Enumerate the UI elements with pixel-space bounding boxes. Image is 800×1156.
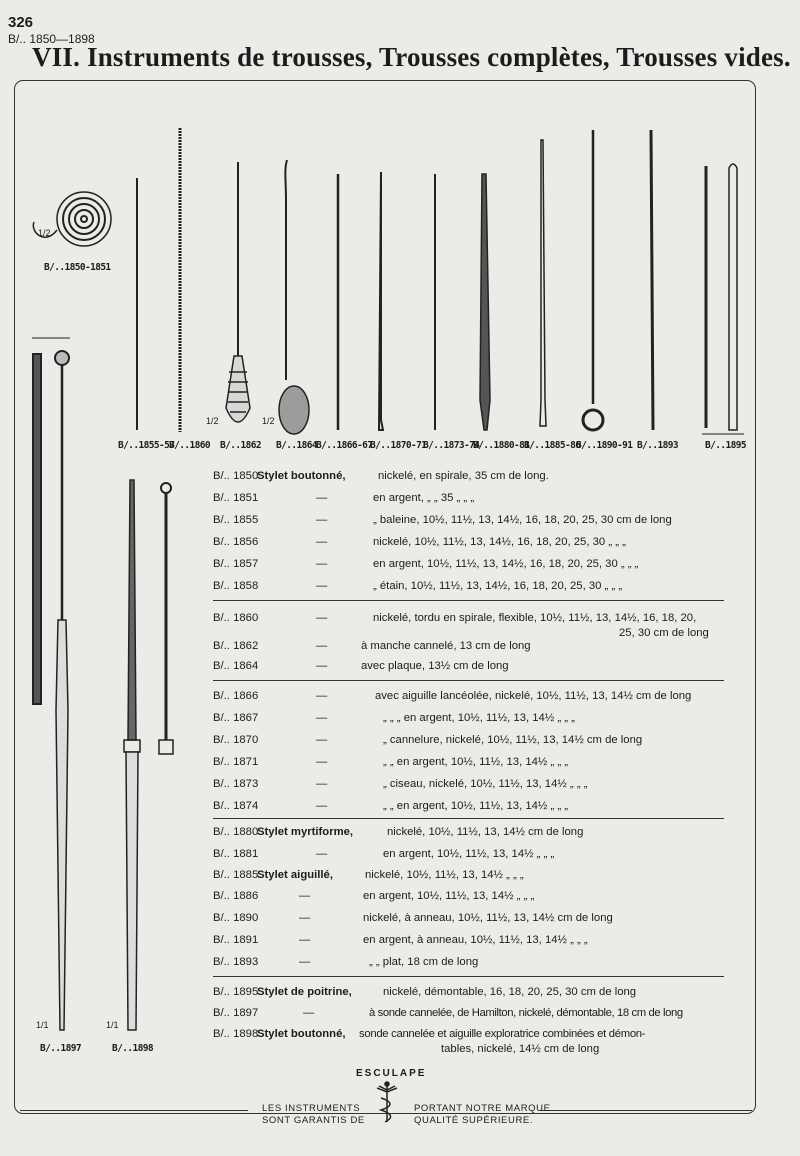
item-code: B/.. 1895 (213, 986, 259, 998)
item-code: B/.. 1860 (213, 612, 259, 624)
item-code: B/.. 1857 (213, 558, 259, 570)
item-code: B/.. 1856 (213, 536, 259, 548)
item-desc: „ ciseau, nickelé, 10½, 11½, 13, 14½ „ „ „ (383, 778, 588, 790)
figure-label: B/..1897 (40, 1043, 81, 1054)
item-desc: nickelé, 10½, 11½, 13, 14½ „ „ „ (365, 869, 524, 881)
figure-label: B/..1898 (112, 1043, 153, 1054)
item-ditto: — (316, 640, 328, 652)
figure-label: B/..1893 (637, 440, 678, 451)
item-code: B/.. 1891 (213, 934, 259, 946)
item-desc: „ „ en argent, 10½, 11½, 13, 14½ „ „ „ (383, 756, 569, 768)
figure-label: B/..1890-91 (576, 440, 633, 451)
item-ditto: — (316, 660, 328, 672)
footer-text-right (414, 1103, 551, 1127)
item-code: B/.. 1870 (213, 734, 259, 746)
footer-line: SONT GARANTIS DE (262, 1115, 365, 1126)
item-ditto: — (299, 890, 311, 902)
page-title: VII. Instruments de trousses, Trousses complètes, Trousses vides. (32, 42, 791, 72)
probe-1880-drawing (480, 174, 490, 430)
page-range: B/.. 1850—1898 (8, 32, 95, 46)
item-ditto: — (299, 956, 311, 968)
item-desc: sonde cannelée et aiguille exploratrice combinées et démon- (359, 1028, 646, 1040)
item-name: Stylet boutonné, (257, 1028, 346, 1040)
footer-rule (20, 1110, 248, 1111)
figure-label: B/..1870-71 (370, 440, 427, 451)
scale-label: 1/1 (106, 1020, 119, 1030)
item-code: B/.. 1898 (213, 1028, 259, 1040)
item-ditto: — (316, 558, 328, 570)
item-code: B/.. 1890 (213, 912, 259, 924)
item-code: B/.. 1862 (213, 640, 259, 652)
item-code: B/.. 1871 (213, 756, 259, 768)
item-ditto: — (299, 912, 311, 924)
probe-1885-drawing (540, 140, 546, 426)
footer-line: PORTANT NOTRE MARQUE (414, 1103, 551, 1114)
group-separator (213, 680, 724, 681)
item-ditto: — (316, 778, 328, 790)
probe-1890-drawing (583, 130, 603, 430)
figure-label: B/..1895 (705, 440, 746, 451)
item-ditto: — (316, 536, 328, 548)
item-desc: nickelé, à anneau, 10½, 11½, 13, 14½ cm de long (363, 912, 613, 924)
item-ditto: — (316, 848, 328, 860)
item-desc: „ „ plat, 18 cm de long (369, 956, 479, 968)
item-name: Stylet aiguillé, (257, 869, 333, 881)
item-ditto: — (316, 690, 328, 702)
item-desc: nickelé, tordu en spirale, flexible, 10½, 11½, 13, 14½, 16, 18, 20, (373, 612, 697, 624)
item-ditto: — (316, 712, 328, 724)
item-ditto: — (299, 934, 311, 946)
item-ditto: — (316, 580, 328, 592)
item-desc: 25, 30 cm de long (619, 627, 709, 639)
item-desc: en argent, 10½, 11½, 13, 14½, 16, 18, 20, 25, 30 „ „ „ (373, 558, 639, 570)
footer-line: QUALITÉ SUPÉRIEURE. (414, 1115, 534, 1126)
figure-label: B/..1873-74 (423, 440, 480, 451)
item-code: B/.. 1867 (213, 712, 259, 724)
item-code: B/.. 1851 (213, 492, 259, 504)
probe-1870-drawing (379, 172, 383, 430)
item-ditto: — (316, 492, 328, 504)
item-ditto: — (316, 800, 328, 812)
item-code: B/.. 1897 (213, 1007, 259, 1019)
item-desc: en argent, à anneau, 10½, 11½, 13, 14½ „ „ „ (363, 934, 588, 946)
item-desc: „ étain, 10½, 11½, 13, 14½, 16, 18, 20, 25, 30 „ „ „ (373, 580, 623, 592)
item-ditto: — (316, 514, 328, 526)
item-code: B/.. 1881 (213, 848, 259, 860)
item-code: B/.. 1866 (213, 690, 259, 702)
item-ditto: — (303, 1007, 315, 1019)
probe-1895-drawing (702, 164, 744, 434)
item-desc: en argent, 10½, 11½, 13, 14½ „ „ „ (363, 890, 535, 902)
scale-label: 1/2 (262, 416, 275, 426)
item-code: B/.. 1880 (213, 826, 259, 838)
footer-rule (540, 1110, 752, 1111)
item-code: B/.. 1855 (213, 514, 259, 526)
footer-text-left (262, 1103, 365, 1127)
item-code: B/.. 1873 (213, 778, 259, 790)
probe-1893-drawing (651, 130, 653, 430)
item-desc: „ baleine, 10½, 11½, 13, 14½, 16, 18, 20, 25, 30 cm de long (373, 514, 672, 526)
item-ditto: — (316, 612, 328, 624)
scale-label: 1/2 (206, 416, 219, 426)
scale-label: 1/1 (36, 1020, 49, 1030)
item-name: Stylet de poitrine, (257, 986, 352, 998)
caduceus-icon (372, 1080, 402, 1124)
figure-label: B/..1862 (220, 440, 261, 451)
item-desc: nickelé, 10½, 11½, 13, 14½, 16, 18, 20, 25, 30 „ „ „ (373, 536, 626, 548)
probe-1864-drawing (279, 160, 309, 434)
item-desc: nickelé, 10½, 11½, 13, 14½ cm de long (387, 826, 584, 838)
figure-label: B/..1885-86 (524, 440, 581, 451)
probe-1862-drawing (226, 162, 250, 422)
probe-1898-drawing (124, 480, 173, 1030)
page-number: 326 (8, 14, 34, 31)
item-code: B/.. 1864 (213, 660, 259, 672)
figure-label: B/..1880-81 (473, 440, 530, 451)
brand-mark-text: ESCULAPE (356, 1068, 427, 1079)
group-separator (213, 600, 724, 601)
item-desc: „ „ en argent, 10½, 11½, 13, 14½ „ „ „ (383, 800, 569, 812)
item-name: Stylet myrtiforme, (257, 826, 354, 838)
item-code: B/.. 1885 (213, 869, 259, 881)
probe-case-drawing (33, 354, 41, 704)
item-desc: en argent, „ „ 35 „ „ „ (373, 492, 475, 504)
group-separator (213, 818, 724, 819)
item-code: B/.. 1886 (213, 890, 259, 902)
item-name: Stylet boutonné, (257, 470, 346, 482)
item-ditto: — (316, 756, 328, 768)
figure-label: B/..1864 (276, 440, 317, 451)
item-desc: à manche cannelé, 13 cm de long (361, 640, 531, 652)
figure-label: B/..1866-67 (316, 440, 373, 451)
item-desc: nickelé, démontable, 16, 18, 20, 25, 30 cm de long (383, 986, 637, 998)
figure-label: B/..1850-1851 (44, 262, 111, 273)
scale-label: 1/2 (38, 228, 51, 238)
item-desc: en argent, 10½, 11½, 13, 14½ „ „ „ (383, 848, 555, 860)
item-desc: nickelé, en spirale, 35 cm de long. (378, 470, 549, 482)
item-desc: avec plaque, 13½ cm de long (361, 660, 509, 672)
item-desc: à sonde cannelée, de Hamilton, nickelé, démontable, 18 cm de long (369, 1007, 683, 1019)
item-code: B/.. 1893 (213, 956, 259, 968)
item-desc: avec aiguille lancéolée, nickelé, 10½, 11½, 13, 14½ cm de long (375, 690, 692, 702)
item-ditto: — (316, 734, 328, 746)
item-code: B/.. 1850 (213, 470, 259, 482)
figure-label: B/..1860 (169, 440, 210, 451)
probe-1897-drawing (55, 351, 69, 1030)
group-separator (213, 976, 724, 977)
item-code: B/.. 1874 (213, 800, 259, 812)
item-code: B/.. 1858 (213, 580, 259, 592)
item-desc: tables, nickelé, 14½ cm de long (441, 1043, 600, 1055)
item-desc: „ cannelure, nickelé, 10½, 11½, 13, 14½ cm de long (383, 734, 643, 746)
footer-line: LES INSTRUMENTS (262, 1103, 361, 1114)
figure-label: B/..1855-57 (118, 440, 175, 451)
item-desc: „ „ „ en argent, 10½, 11½, 13, 14½ „ „ „ (383, 712, 575, 724)
